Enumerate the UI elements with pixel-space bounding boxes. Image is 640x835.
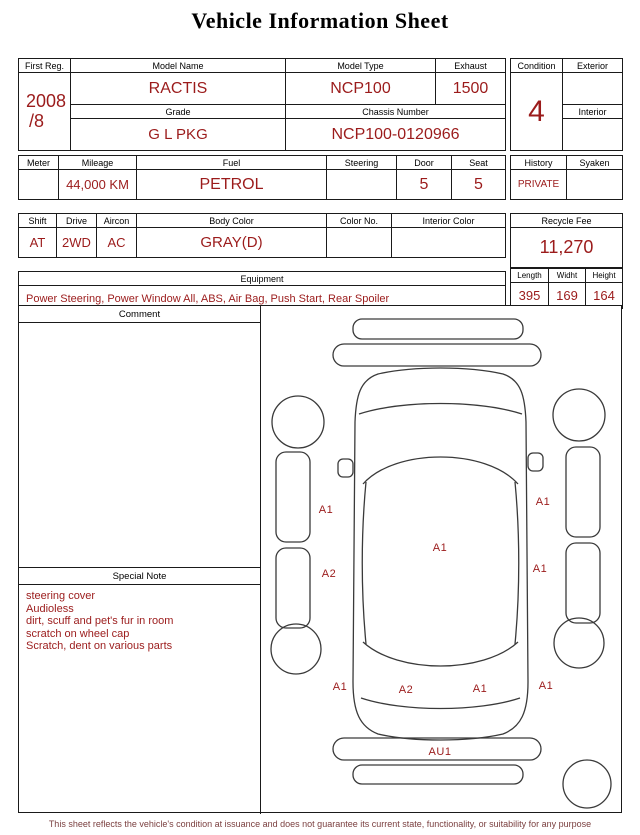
car-outline-drawing [263, 312, 623, 812]
history-value: PRIVATE [511, 170, 567, 200]
first-reg-month: /8 [29, 110, 45, 131]
model-name-value: RACTIS [71, 73, 286, 105]
condition-table [510, 58, 623, 151]
special-note-label: Special Note [19, 568, 260, 585]
length-label: Length [511, 269, 549, 283]
height-value: 164 [586, 283, 623, 309]
special-note-line: steering cover [26, 590, 96, 602]
damage-annotation: A1 [318, 504, 334, 516]
special-note-box [19, 568, 261, 814]
recycle-fee-table [510, 213, 623, 268]
mileage-value: 44,000 KM [59, 170, 137, 200]
exhaust-value: 1500 [436, 73, 506, 105]
height-label: Height [586, 269, 623, 283]
seat-label: Seat [452, 156, 506, 170]
model-type-label: Model Type [286, 59, 436, 73]
width-value: 169 [549, 283, 586, 309]
special-note-line: dirt, scuff and pet's fur in room [26, 615, 174, 627]
special-note-line: Audioless [26, 602, 74, 615]
shift-label: Shift [19, 214, 57, 228]
equipment-value: Power Steering, Power Window All, ABS, Air Bag, Push Start, Rear Spoiler [19, 286, 506, 312]
aircon-value: AC [97, 228, 137, 258]
interior-label: Interior [563, 105, 623, 119]
special-note-lines [19, 585, 260, 658]
chassis-number-label: Chassis Number [286, 105, 506, 119]
first-reg-label: First Reg. [19, 59, 71, 73]
special-note-line: Scratch, dent on various parts [26, 640, 173, 652]
model-type-value: NCP100 [286, 73, 436, 105]
door-label: Door [397, 156, 452, 170]
damage-annotation: A1 [332, 681, 348, 693]
equipment-label: Equipment [19, 272, 506, 286]
steering-label: Steering [327, 156, 397, 170]
dimensions-table [510, 268, 623, 309]
comment-label: Comment [19, 306, 260, 323]
condition-label: Condition [511, 59, 563, 73]
spec-table-b [18, 213, 506, 258]
door-value: 5 [397, 170, 452, 200]
interior-value [563, 119, 623, 151]
comment-box [19, 306, 261, 568]
damage-annotation: A1 [538, 680, 554, 692]
special-note-line: scratch on wheel cap [26, 627, 130, 640]
shift-value: AT [19, 228, 57, 258]
page-title: Vehicle Information Sheet [191, 8, 449, 33]
body-color-label: Body Color [137, 214, 327, 228]
damage-annotation: A1 [532, 563, 548, 575]
car-damage-diagram [263, 312, 623, 812]
length-value: 395 [511, 283, 549, 309]
damage-annotation: A1 [535, 496, 551, 508]
mileage-label: Mileage [59, 156, 137, 170]
damage-annotation: AU1 [428, 746, 452, 758]
syaken-label: Syaken [567, 156, 623, 170]
first-reg-year: 2008 [26, 91, 67, 112]
damage-annotation: A1 [472, 683, 488, 695]
spec-table-a [18, 155, 506, 200]
fuel-label: Fuel [137, 156, 327, 170]
color-no-label: Color No. [327, 214, 392, 228]
damage-annotation: A2 [398, 684, 414, 696]
disclaimer-text: This sheet reflects the vehicle's condition at issuance and does not guarantee its current state, functionality, or suitability for any purpose [48, 819, 592, 829]
interior-color-value [392, 228, 506, 258]
identity-table [18, 58, 506, 151]
exterior-label: Exterior [563, 59, 623, 73]
exhaust-label: Exhaust [436, 59, 506, 73]
width-label: Widht [549, 269, 586, 283]
steering-value [327, 170, 397, 200]
recycle-fee-value: 11,270 [511, 228, 623, 268]
syaken-value [567, 170, 623, 200]
damage-annotation: A1 [432, 542, 448, 554]
grade-value: G L PKG [71, 119, 286, 151]
exterior-value [563, 73, 623, 105]
drive-value: 2WD [57, 228, 97, 258]
recycle-fee-label: Recycle Fee [511, 214, 623, 228]
chassis-number-value: NCP100-0120966 [286, 119, 506, 151]
damage-annotation: A2 [321, 568, 337, 580]
meter-value [19, 170, 59, 200]
fuel-value: PETROL [137, 170, 327, 200]
meter-label: Meter [19, 156, 59, 170]
color-no-value [327, 228, 392, 258]
model-name-label: Model Name [71, 59, 286, 73]
body-color-value: GRAY(D) [137, 228, 327, 258]
condition-value: 4 [511, 73, 563, 151]
bottom-section [18, 305, 622, 813]
interior-color-label: Interior Color [392, 214, 506, 228]
seat-value: 5 [452, 170, 506, 200]
grade-label: Grade [71, 105, 286, 119]
first-reg-value [19, 73, 71, 151]
aircon-label: Aircon [97, 214, 137, 228]
history-table [510, 155, 623, 200]
drive-label: Drive [57, 214, 97, 228]
history-label: History [511, 156, 567, 170]
